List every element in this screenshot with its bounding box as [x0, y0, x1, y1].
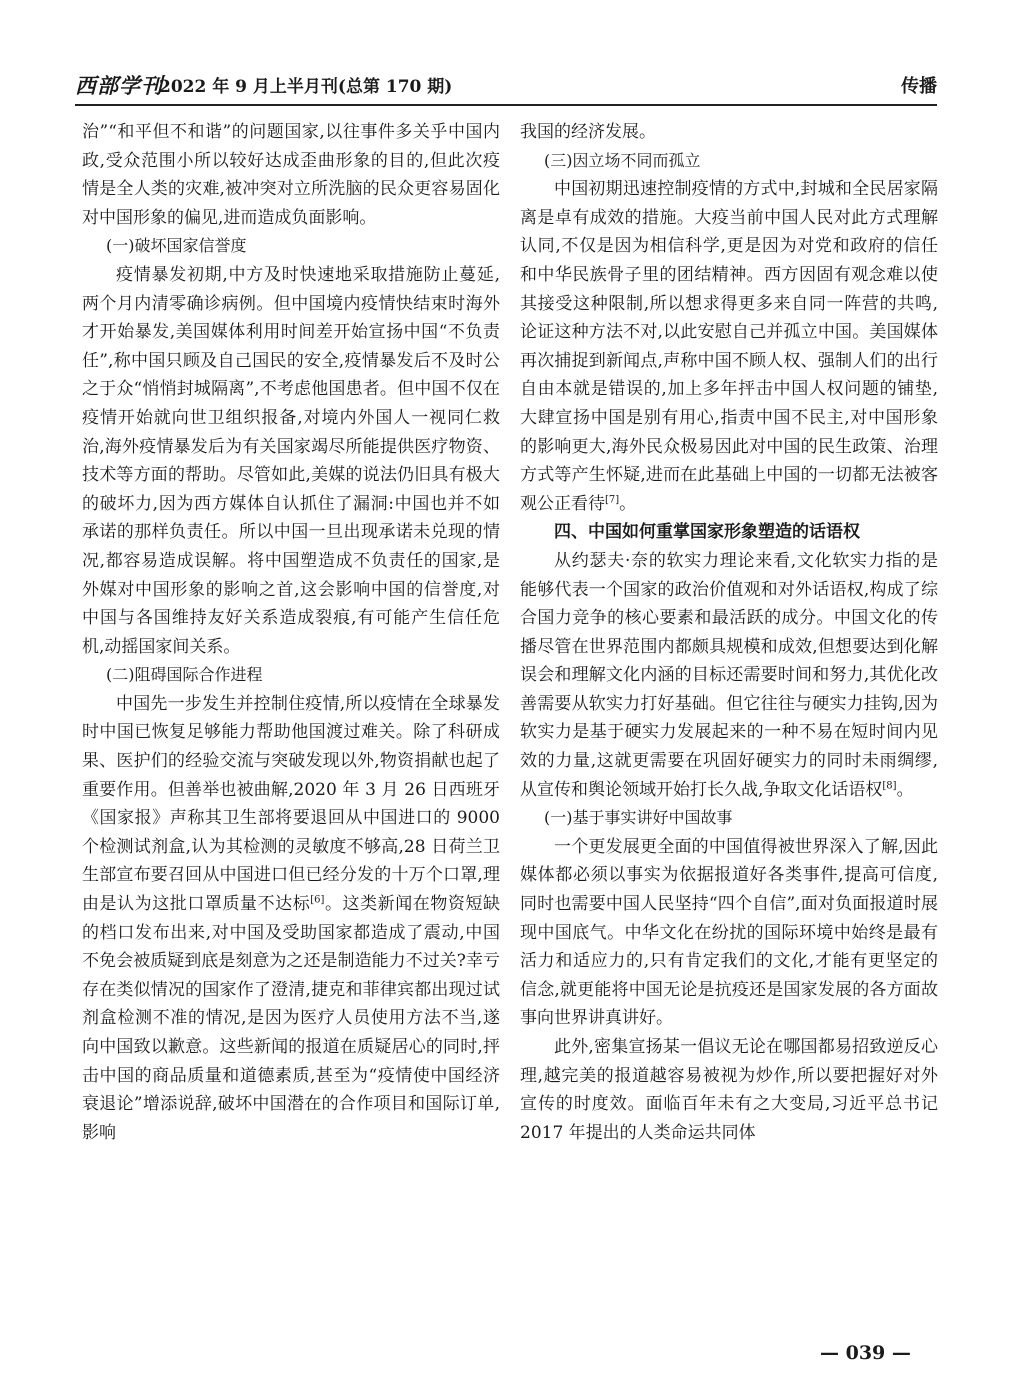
page-number: — 039 —: [820, 1342, 911, 1364]
page-header: [75, 68, 937, 100]
subsection-heading: [82, 232, 500, 261]
citation-ref: [6]: [310, 894, 325, 906]
body-paragraph: [520, 547, 938, 804]
paragraph-text: 此外,密集宣扬某一倡议无论在哪国都易招致逆反心理,越完美的报道越容易被视为炒作,所以要把握好对外宣传的时度效。面临百年未有之大变局,习近平总书记 2017 年提出的人类命运共同体: [520, 1037, 938, 1143]
header-rule: [75, 104, 937, 106]
paragraph-tail: 。: [619, 493, 637, 514]
paragraph-text: 疫情暴发初期,中方及时快速地采取措施防止蔓延,两个月内清零确诊病例。但中国境内疫情快结束时海外才开始暴发,美国媒体利用时间差开始宣扬中国“不负责任”,称中国只顾及自己国民的安全,疫情暴发后不及时公之于众“悄悄封城隔离”,不考虑他国患者。但中国不仅在疫情开始就向世卫组织报备,对境内外国人一视同仁救治,海外疫情暴发后为有关国家竭尽所能提供医疗物资、技术等方面的帮助。尽管如此,美媒的说法仍旧具有极大的破坏力,因为西方媒体自认抓住了漏洞:中国也并不如承诺的那样负责任。所以中国一旦出现承诺未兑现的情况,都容易造成误解。将中国塑造成不负责任的国家,是外媒对中国形象的影响之首,这会影响中国的信誉度,对中国与各国维持友好关系造成裂痕,有可能产生信任危机,动摇国家间关系。: [82, 264, 500, 657]
issue-label: 2022 年 9 月上半月刊(总第 170 期): [159, 77, 453, 97]
paragraph-text: (二)阻碍国际合作进程: [106, 665, 263, 685]
paragraph-text: 一个更发展更全面的中国值得被世界深入了解,因此媒体都必须以事实为依据报道好各类事件,提高可信度,同时也需要中国人民坚持“四个自信”,面对负面报道时展现中国底气。中华文化在纷扰的国际环境中始终是最有活力和适应力的,只有肯定我们的文化,才能有更坚定的信念,就更能将中国无论是抗疫还是国家发展的各方面故事向世界讲真讲好。: [520, 836, 938, 1029]
citation-ref: [8]: [882, 780, 897, 791]
body-paragraph: [82, 690, 500, 1148]
paragraph-text: (一)基于事实讲好中国故事: [544, 808, 733, 828]
paragraph-text: (三)因立场不同而孤立: [544, 150, 701, 170]
subsection-heading: [520, 804, 938, 833]
body-paragraph: [520, 833, 938, 1033]
journal-logo: 西部学刊: [75, 73, 163, 98]
paragraph-text: 中国初期迅速控制疫情的方式中,封城和全民居家隔离是卓有成效的措施。大疫当前中国人民对此方式理解认同,不仅是因为相信科学,更是因为对党和政府的信任和中华民族骨子里的团结精神。西方因固有观念难以使其接受这种限制,所以想求得更多来自同一阵营的共鸣,论证这种方法不对,以此安慰自己并孤立中国。美国媒体再次捕捉到新闻点,声称中国不顾人权、强制人们的出行自由本就是错误的,加上多年抨击中国人权问题的铺垫,大肆宣扬中国是别有用心,指责中国不民主,对中国形象的影响更大,海外民众极易因此对中国的民生政策、治理方式等产生怀疑,进而在此基础上中国的一切都无法被客观公正看待: [520, 179, 938, 514]
body-paragraph: [520, 175, 938, 518]
paragraph-tail: 。这类新闻在物资短缺的档口发布出来,对中国及受助国家都造成了震动,中国不免会被质疑到底是刻意为之还是制造能力不过关?幸亏存在类似情况的国家作了澄清,捷克和菲律宾都出现过试剂盒检测不准的情况,是因为医疗人员使用方法不当,遂向中国致以歉意。这些新闻的报道在质疑居心的同时,抨击中国的商品质量和道德素质,甚至为“疫情使中国经济衰退论”增添说辞,破坏中国潜在的合作项目和国际订单,影响: [82, 894, 501, 1143]
body-paragraph: [520, 118, 938, 147]
section-label: 传播: [901, 76, 937, 97]
paragraph-tail: 。: [896, 779, 914, 800]
body-paragraph: [82, 118, 500, 232]
right-column: [520, 118, 938, 1147]
paragraph-text: 中国先一步发生并控制住疫情,所以疫情在全球暴发时中国已恢复足够能力帮助他国渡过难关。除了科研成果、医护们的经验交流与突破发现以外,物资捐献也起了重要作用。但善举也被曲解,2020 年 3 月 26 日西班牙《国家报》声称其卫生部将要退回从中国进口的 9000 个检测试剂盒,认为其检测的灵敏度不够高,28 日荷兰卫生部宣布要召回从中国进口但已经分发的十万个口罩,理由是认为这批口罩质量不达标: [82, 693, 500, 915]
paragraph-text: 治”“和平但不和谐”的问题国家,以往事件多关乎中国内政,受众范围小所以较好达成歪曲形象的目的,但此次疫情是全人类的灾难,被冲突对立所洗脑的民众更容易固化对中国形象的偏见,进而造成负面影响。: [82, 122, 500, 228]
body-paragraph: [520, 1033, 938, 1147]
paragraph-text: (一)破坏国家信誉度: [106, 236, 247, 256]
paragraph-text: 我国的经济发展。: [520, 122, 656, 142]
left-column: [82, 118, 500, 1147]
subsection-heading: [520, 147, 938, 176]
paragraph-text: 四、中国如何重掌国家形象塑造的话语权: [554, 522, 860, 543]
subsection-heading: [82, 661, 500, 690]
section-heading: [520, 518, 938, 547]
body-paragraph: [82, 261, 500, 661]
paragraph-text: 从约瑟夫·奈的软实力理论来看,文化软实力指的是能够代表一个国家的政治价值观和对外话语权,构成了综合国力竞争的核心要素和最活跃的成分。中国文化的传播尽管在世界范围内都颇具规模和成效,但想要达到化解误会和理解文化内涵的目标还需要时间和努力,其优化改善需要从软实力打好基础。但它往往与硬实力挂钩,因为软实力是基于硬实力发展起来的一种不易在短时间内见效的力量,这就更需要在巩固好硬实力的同时未雨绸缪,从宣传和舆论领域开始打长久战,争取文化话语权: [520, 550, 938, 800]
citation-ref: [7]: [605, 494, 620, 506]
